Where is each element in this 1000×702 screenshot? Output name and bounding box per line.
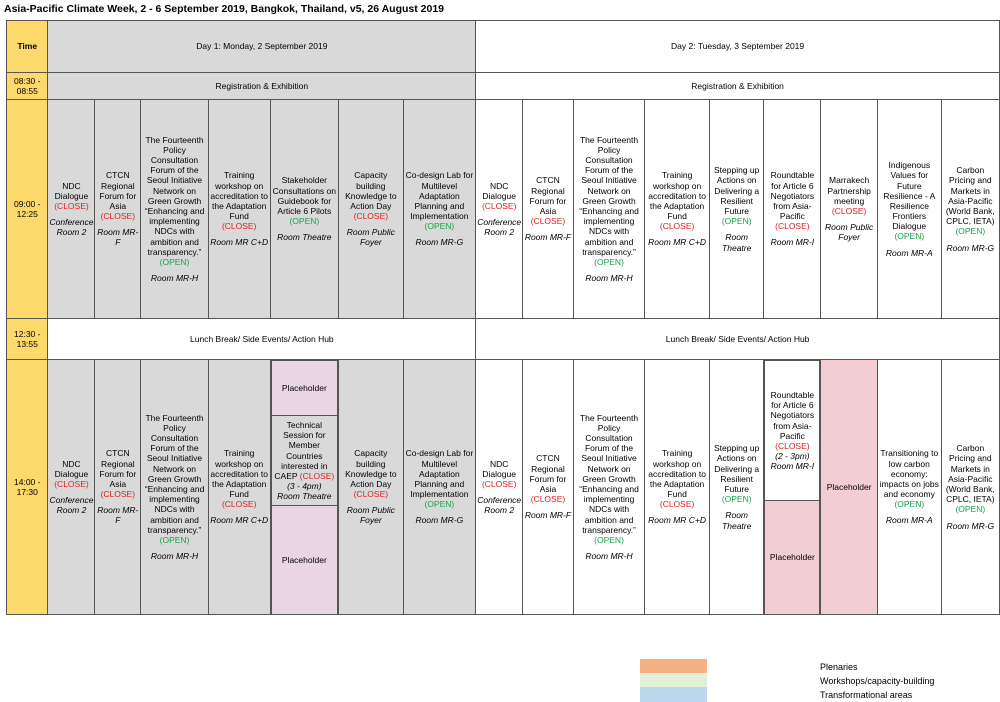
- session-room: Room MR C+D: [210, 237, 269, 248]
- status-close: (CLOSE): [221, 221, 257, 232]
- session-room: Room MR C+D: [648, 515, 707, 526]
- session-indigenous-values: [878, 100, 942, 319]
- morning-row: [7, 100, 1000, 319]
- lunch-day2: Lunch Break/ Side Events/ Action Hub: [476, 319, 1000, 360]
- session-roundtable-article6: [764, 100, 821, 319]
- session-room: Room Public Foyer: [825, 222, 874, 243]
- status-open: (OPEN): [159, 534, 190, 545]
- status-open: (OPEN): [894, 231, 925, 242]
- session-training-workshop: [645, 100, 710, 319]
- session-title: Carbon Pricing and Markets in Asia-Pacific (World Bank, CPLC, IETA): [945, 165, 995, 227]
- session-title: CTCN Regional Forum for Asia: [529, 453, 567, 494]
- stacked-sessions-day2: [764, 360, 821, 615]
- status-close: (CLOSE): [353, 489, 389, 500]
- session-room: Room MR-H: [150, 273, 199, 284]
- session-room: Room Public Foyer: [346, 227, 395, 248]
- session-title: Training workshop on accreditation to the Adaptation Fund: [648, 170, 706, 222]
- session-seoul-initiative: [141, 100, 209, 319]
- session-technical-caep: [271, 416, 338, 506]
- status-open: (OPEN): [721, 216, 752, 227]
- session-room: Conference Room 2: [49, 495, 94, 516]
- session-title: Stepping up Actions on Delivering a Resilient Future: [714, 443, 760, 494]
- session-ctcn-forum: [95, 360, 141, 615]
- session-title: The Fourteenth Policy Consultation Forum of the Seoul Initiative Network on Green Growth “Enhancing and implementing NDCs with ambition and transparency.”: [144, 134, 205, 257]
- session-ctcn-forum: [523, 360, 574, 615]
- session-training-workshop: [208, 100, 270, 319]
- time-slot: 09:00 - 12:25: [7, 100, 48, 319]
- session-seoul-initiative: [141, 360, 209, 615]
- session-room: Room MR-F: [524, 232, 572, 243]
- session-title: Capacity building Knowledge to Action Day: [345, 170, 397, 211]
- session-title: CTCN Regional Forum for Asia: [99, 448, 137, 489]
- session-title: The Fourteenth Policy Consultation Forum of the Seoul Initiative Network on Green Growth “Enhancing and implementing NDCs with ambition and transparency.”: [579, 134, 639, 257]
- session-room: Room MR C+D: [648, 237, 707, 248]
- placeholder-slot: Placeholder: [821, 360, 878, 615]
- session-ctcn-forum: [95, 100, 141, 319]
- session-title: Carbon Pricing and Markets in Asia-Pacific (World Bank, CPLC, IETA): [945, 443, 995, 505]
- status-close: (CLOSE): [831, 206, 867, 216]
- session-room: Room Public Foyer: [346, 505, 395, 526]
- status-open: (OPEN): [594, 534, 624, 545]
- legend-label: Transformational areas: [820, 690, 913, 700]
- placeholder-slot: Placeholder: [271, 361, 338, 416]
- registration-row: [7, 73, 1000, 100]
- status-open: (OPEN): [424, 499, 455, 510]
- status-close: (CLOSE): [659, 221, 695, 232]
- status-close: (CLOSE): [353, 211, 389, 222]
- status-close: (CLOSE): [530, 216, 566, 227]
- status-close: (CLOSE): [221, 499, 257, 510]
- session-title: Training workshop on accreditation to the Adaptation Fund: [210, 170, 269, 222]
- session-title: NDC Dialogue: [482, 180, 516, 201]
- session-room: Room MR-G: [946, 520, 995, 531]
- status-close: (CLOSE): [299, 470, 335, 481]
- legend-label: Workshops/capacity-building: [820, 676, 935, 686]
- day2-header: Day 2: Tuesday, 3 September 2019: [476, 21, 1000, 73]
- status-open: (OPEN): [594, 256, 624, 267]
- session-title: Marrakech Partnership meeting: [827, 175, 871, 206]
- session-ndc-dialogue: [476, 100, 523, 319]
- session-title: Roundtable for Article 6 Negotiators from Asia-Pacific: [770, 170, 815, 222]
- session-room: Room MR-I: [770, 461, 815, 472]
- session-room: Room MR-A: [885, 247, 933, 258]
- session-title: Training workshop on accreditation to the Adaptation Fund: [648, 448, 706, 500]
- session-title: Co-design Lab for Multilevel Adaptation Planning and Implementation: [405, 448, 474, 500]
- session-title: NDC Dialogue: [482, 458, 516, 479]
- session-stepping-up: [709, 360, 764, 615]
- session-room: Room Theatre: [722, 510, 752, 531]
- schedule-table: [6, 20, 1000, 615]
- status-close: (CLOSE): [100, 489, 136, 500]
- session-stakeholder-consultations: [270, 100, 339, 319]
- session-title: Roundtable for Article 6 Negotiators from Asia-Pacific: [770, 390, 815, 441]
- session-room: Room MR-F: [97, 505, 139, 526]
- lunch-day1: Lunch Break/ Side Events/ Action Hub: [48, 319, 476, 360]
- time-slot: 14:00 - 17:30: [7, 360, 48, 615]
- time-slot: 08:30 - 08:55: [7, 73, 48, 100]
- session-title: The Fourteenth Policy Consultation Forum of the Seoul Initiative Network on Green Growth “Enhancing and implementing NDCs with ambition and transparency.”: [579, 412, 639, 535]
- session-room: Conference Room 2: [477, 217, 522, 238]
- session-ndc-dialogue: [48, 100, 95, 319]
- session-room: Room MR-H: [585, 551, 633, 562]
- session-time: (3 - 4pm): [287, 481, 322, 492]
- header-row: [7, 21, 1000, 73]
- session-seoul-initiative: [573, 360, 645, 615]
- session-transitioning-low-carbon: [878, 360, 942, 615]
- session-title: The Fourteenth Policy Consultation Forum of the Seoul Initiative Network on Green Growth “Enhancing and implementing NDCs with ambition and transparency.”: [144, 412, 205, 535]
- session-codesign-lab: [403, 360, 476, 615]
- session-time: (2 - 3pm): [775, 451, 810, 462]
- status-close: (CLOSE): [481, 478, 517, 489]
- session-ndc-dialogue: [476, 360, 523, 615]
- session-roundtable-article6: [765, 361, 820, 501]
- session-room: Room MR-H: [585, 273, 633, 284]
- session-training-workshop: [208, 360, 270, 615]
- session-marrakech-partnership: [821, 100, 878, 319]
- session-title: CTCN Regional Forum for Asia: [99, 170, 137, 211]
- placeholder-slot: Placeholder: [765, 501, 820, 614]
- status-close: (CLOSE): [54, 200, 89, 211]
- status-open: (OPEN): [894, 499, 925, 510]
- registration-day2: Registration & Exhibition: [476, 73, 1000, 100]
- session-room: Room MR-A: [885, 515, 933, 526]
- session-room: Room MR-I: [770, 237, 815, 248]
- session-title: Stakeholder Consultations on Guidebook for Article 6 Pilots: [272, 175, 336, 216]
- page-title: Asia-Pacific Climate Week, 2 - 6 September 2019, Bangkok, Thailand, v5, 26 August 2019: [4, 3, 445, 15]
- session-title: Co-design Lab for Multilevel Adaptation Planning and Implementation: [405, 170, 474, 222]
- session-training-workshop: [645, 360, 710, 615]
- session-capacity-building: [339, 360, 403, 615]
- session-room: Room Theatre: [277, 491, 332, 502]
- time-header: Time: [7, 21, 48, 73]
- status-open: (OPEN): [424, 221, 455, 232]
- status-close: (CLOSE): [100, 211, 136, 222]
- session-room: Room MR-F: [524, 510, 572, 521]
- afternoon-row: [7, 360, 1000, 615]
- legend-swatch-plenaries: [640, 659, 707, 674]
- status-open: (OPEN): [955, 226, 986, 237]
- status-close: (CLOSE): [775, 440, 810, 451]
- session-title: NDC Dialogue: [54, 458, 89, 479]
- session-carbon-pricing: [941, 100, 999, 319]
- session-seoul-initiative: [573, 100, 645, 319]
- placeholder-slot: Placeholder: [271, 506, 338, 614]
- status-open: (OPEN): [289, 216, 320, 227]
- session-room: Room Theatre: [277, 232, 332, 243]
- day1-header: Day 1: Monday, 2 September 2019: [48, 21, 476, 73]
- session-room: Conference Room 2: [477, 495, 522, 516]
- legend-label: Plenaries: [820, 662, 858, 672]
- legend-swatch-transformational: [640, 687, 707, 702]
- status-open: (OPEN): [955, 504, 986, 515]
- lunch-row: [7, 319, 1000, 360]
- session-title: Technical Session for Member Countries interested in CAEP: [274, 420, 328, 481]
- session-ndc-dialogue: [48, 360, 95, 615]
- stacked-sessions-day1: [270, 360, 339, 615]
- session-title: Stepping up Actions on Delivering a Resilient Future: [714, 165, 760, 216]
- session-title: Capacity building Knowledge to Action Day: [345, 448, 397, 489]
- status-close: (CLOSE): [530, 494, 566, 505]
- session-title: NDC Dialogue: [54, 180, 89, 201]
- session-codesign-lab: [403, 100, 476, 319]
- session-carbon-pricing: [941, 360, 999, 615]
- session-title: Indigenous Values for Future Resilience - A Resilience Frontiers Dialogue: [883, 160, 936, 232]
- status-close: (CLOSE): [54, 478, 89, 489]
- session-room: Room MR-G: [415, 515, 464, 526]
- session-capacity-building: [339, 100, 403, 319]
- registration-day1: Registration & Exhibition: [48, 73, 476, 100]
- session-title: Transitioning to low carbon economy: impacts on jobs and economy: [879, 448, 939, 500]
- session-room: Room MR-F: [97, 227, 139, 248]
- session-title: CTCN Regional Forum for Asia: [529, 175, 567, 216]
- session-room: Room MR-G: [415, 237, 464, 248]
- session-room: Room MR C+D: [210, 515, 269, 526]
- status-open: (OPEN): [721, 494, 752, 505]
- session-room: Conference Room 2: [49, 217, 94, 238]
- session-stepping-up: [709, 100, 764, 319]
- time-slot: 12:30 - 13:55: [7, 319, 48, 360]
- session-room: Room MR-H: [150, 551, 199, 562]
- status-open: (OPEN): [159, 256, 190, 267]
- legend-swatch-workshops: [640, 673, 707, 688]
- session-room: Room MR-G: [946, 242, 995, 253]
- status-close: (CLOSE): [775, 221, 810, 232]
- status-close: (CLOSE): [659, 499, 695, 510]
- session-title: Training workshop on accreditation to the Adaptation Fund: [210, 448, 269, 500]
- status-close: (CLOSE): [481, 200, 517, 211]
- session-ctcn-forum: [523, 100, 574, 319]
- session-room: Room Theatre: [722, 232, 752, 253]
